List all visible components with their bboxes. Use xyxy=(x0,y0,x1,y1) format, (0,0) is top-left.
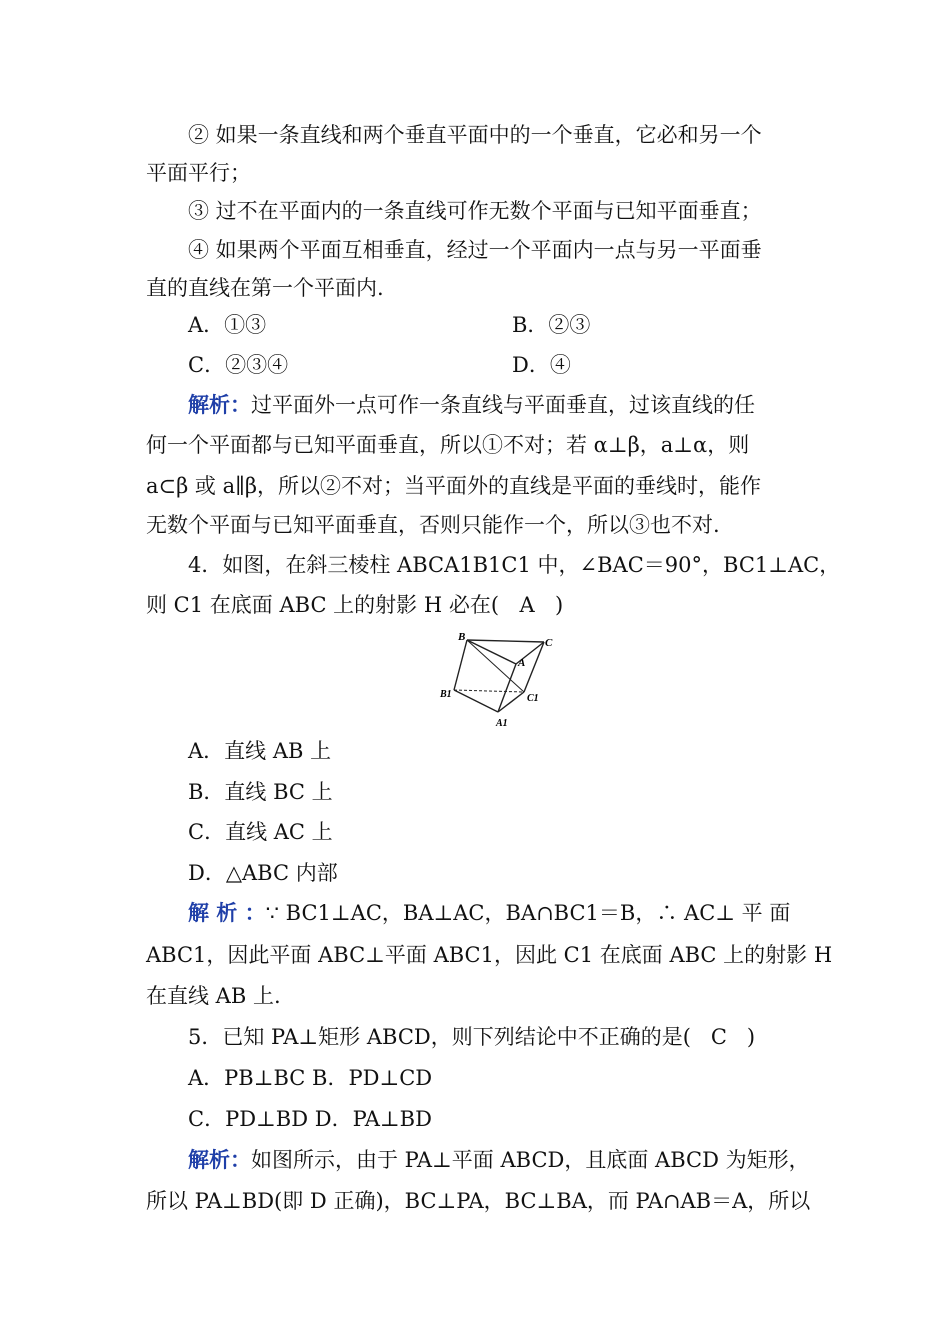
q3-item4-line1: ④ 如果两个平面互相垂直，经过一个平面内一点与另一平面垂 xyxy=(188,238,762,262)
q4-stem-pre: 则 C1 在底面 ABC 上的射影 H 必在( xyxy=(146,593,500,617)
edge-bb1 xyxy=(454,640,467,690)
q4-analysis-line2: ABC1，因此平面 ABC⊥平面 ABC1，因此 C1 在底面 ABC 上的射影 H xyxy=(146,943,833,967)
q4-analysis-label: 解 析 ： xyxy=(188,900,266,925)
q4-analysis-line3: 在直线 AB 上. xyxy=(146,984,281,1008)
label-b1: B1 xyxy=(440,689,452,700)
q5-options-cd: C．PD⊥BD D．PA⊥BD xyxy=(188,1107,432,1131)
q5-analysis-label: 解析： xyxy=(188,1147,251,1172)
q4-option-d: D．△ABC 内部 xyxy=(188,861,338,885)
q4-option-b: B．直线 BC 上 xyxy=(188,780,333,804)
q4-stem-post: ) xyxy=(555,593,564,617)
q3-option-d: D．④ xyxy=(512,353,571,377)
label-b: B xyxy=(458,631,466,643)
q3-analysis-line3: a⊂β 或 a∥β，所以②不对；当平面外的直线是平面的垂线时，能作 xyxy=(146,474,761,498)
prism-diagram xyxy=(438,628,560,732)
q3-item4-line2: 直的直线在第一个平面内. xyxy=(146,276,384,300)
q3-analysis-label: 解析： xyxy=(188,392,251,417)
q4-answer: A xyxy=(519,593,535,617)
q5-stem-pre: 5．已知 PA⊥矩形 ABCD，则下列结论中不正确的是( xyxy=(188,1025,691,1049)
q5-answer: C xyxy=(710,1025,727,1049)
q3-item3: ③ 过不在平面内的一条直线可作无数个平面与已知平面垂直； xyxy=(188,199,762,223)
q4-option-c: C．直线 AC 上 xyxy=(188,820,333,844)
q3-item2-line1: ② 如果一条直线和两个垂直平面中的一个垂直，它必和另一个 xyxy=(188,123,762,147)
q5-analysis-line1 xyxy=(188,1146,810,1174)
q3-analysis-line4: 无数个平面与已知平面垂直，否则只能作一个，所以③也不对. xyxy=(146,513,720,537)
edge-b1a1 xyxy=(454,690,498,712)
q5-stem-post: ) xyxy=(746,1025,756,1049)
q5-analysis-line2: 所以 PA⊥BD(即 D 正确)，BC⊥PA，BC⊥BA，而 PA∩AB＝A，所以 xyxy=(146,1189,811,1213)
q3-option-b: B．②③ xyxy=(512,313,591,337)
q5-stem xyxy=(188,1023,755,1051)
q4-stem-line1: 4．如图，在斜三棱柱 ABCA1B1C1 中，∠BAC＝90°，BC1⊥AC， xyxy=(188,553,841,577)
q3-analysis-line1 xyxy=(188,391,755,419)
label-a1: A1 xyxy=(496,718,508,729)
q3-analysis-text1: 过平面外一点可作一条直线与平面垂直，过该直线的任 xyxy=(251,393,755,417)
edge-ba xyxy=(467,640,516,664)
edge-bc xyxy=(467,640,544,642)
q3-item2-line2: 平面平行； xyxy=(146,161,251,185)
edge-b1c1-hidden xyxy=(454,690,524,692)
q4-analysis-line1 xyxy=(188,899,790,927)
q4-option-a: A．直线 AB 上 xyxy=(188,739,332,763)
label-c1: C1 xyxy=(527,693,539,704)
q3-option-a: A．①③ xyxy=(188,313,267,337)
prism-figure xyxy=(438,628,560,732)
q5-options-ab: A．PB⊥BC B．PD⊥CD xyxy=(188,1066,433,1090)
q3-analysis-line2: 何一个平面都与已知平面垂直，所以①不对；若 α⊥β，a⊥α，则 xyxy=(146,433,750,457)
q4-analysis-text1: ∵ BC1⊥AC，BA⊥AC，BA∩BC1＝B，∴ AC⊥ 平 面 xyxy=(265,901,791,925)
label-a: A xyxy=(518,657,526,669)
q4-stem-line2 xyxy=(146,591,563,619)
q5-analysis-text1: 如图所示，由于 PA⊥平面 ABCD，且底面 ABCD 为矩形， xyxy=(251,1148,810,1172)
label-c: C xyxy=(545,637,553,649)
q3-option-c: C．②③④ xyxy=(188,353,289,377)
